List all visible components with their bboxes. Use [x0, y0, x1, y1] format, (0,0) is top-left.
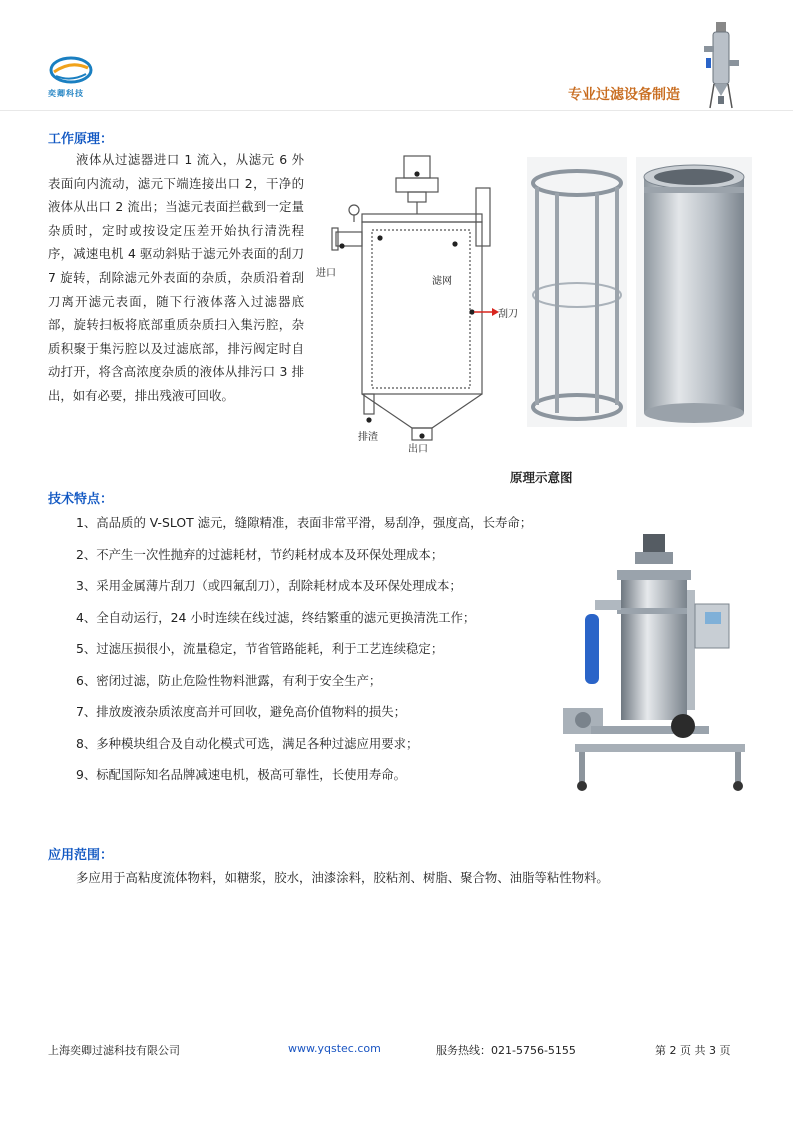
feature-item: 8、多种模块组合及自动化模式可选，满足各种过滤应用要求； — [76, 735, 419, 751]
label-scraper: 刮刀 — [498, 309, 518, 320]
footer-hotline: 服务热线：021-5756-5155 — [436, 1044, 576, 1057]
filter-unit-icon — [702, 18, 744, 110]
filter-schematic-icon — [316, 148, 512, 452]
feature-item: 6、密闭过滤，防止危险性物料泄露，有利于安全生产； — [76, 672, 382, 688]
feature-item: 2、不产生一次性抛弃的过滤耗材，节约耗材成本及环保处理成本； — [76, 546, 444, 562]
features-heading: 技术特点： — [48, 492, 114, 507]
filter-schematic — [316, 148, 518, 455]
diagram-caption: 原理示意图 — [510, 470, 573, 485]
application-heading: 应用范围： — [48, 848, 114, 863]
feature-item: 4、全自动运行，24 小时连续在线过滤，终结繁重的滤元更换清洗工作； — [76, 609, 476, 625]
label-outlet: 出口 — [408, 444, 428, 455]
tagline: 专业过滤设备制造 — [568, 87, 680, 103]
label-inlet: 进口 — [316, 268, 336, 279]
filter-element-photo — [636, 157, 752, 427]
feature-item: 9、标配国际知名品牌减速电机，极高可靠性，长使用寿命。 — [76, 767, 407, 782]
footer-company: 上海奕卿过滤科技有限公司 — [48, 1044, 180, 1057]
principle-paragraph: 液体从过滤器进口 1 流入，从滤元 6 外表面向内流动，滤元下端连接出口 2，干净的液体从出口 2 流出；当滤元表面拦截到一定量杂质时，定时或按设定压差开始执行清洗程序，减速电机 4 驱动斜贴于滤元外表面的刮刀 7 旋转，刮除滤元外表面的杂质，杂质沿着刮刀离开滤元表面，随下行液体落入过滤器底部，旋转扫板将底部重质杂质扫入集污腔，杂质积聚于集污腔以及过滤底部，排污阀定时自动打开，将含高浓度杂质的液体从排污口 3 排出，如有必要，排出残液可回收。 — [48, 152, 304, 403]
label-drain: 排渣 — [358, 432, 378, 443]
label-screen: 滤网 — [432, 276, 452, 287]
footer-website-link[interactable]: www.yqstec.com — [288, 1042, 381, 1055]
machine-icon — [555, 530, 755, 798]
features-list — [48, 512, 548, 796]
application-text: 多应用于高粘度流体物料，如糖浆，胶水，油漆涂料，胶粘剂、树脂、聚合物、油脂等粘性物料。 — [76, 870, 609, 885]
filter-cage-photo — [527, 157, 627, 427]
header-divider — [0, 110, 793, 111]
feature-item: 3、采用金属薄片刮刀（或四氟刮刀），刮除耗材成本及环保处理成本； — [76, 578, 462, 593]
feature-item: 5、过滤压损很小，流量稳定，节省管路能耗，利于工艺连续稳定； — [76, 641, 444, 656]
feature-item: 7、排放废液杂质浓度高并可回收，避免高价值物料的损失； — [76, 704, 407, 719]
principle-heading: 工作原理： — [48, 132, 114, 147]
footer-page-number: 第 2 页 共 3 页 — [655, 1044, 731, 1057]
logo-text: 奕卿科技 — [48, 89, 84, 98]
feature-item: 1、高品质的 V-SLOT 滤元，缝隙精准，表面非常平滑，易刮净，强度高，长寿命； — [76, 515, 533, 530]
